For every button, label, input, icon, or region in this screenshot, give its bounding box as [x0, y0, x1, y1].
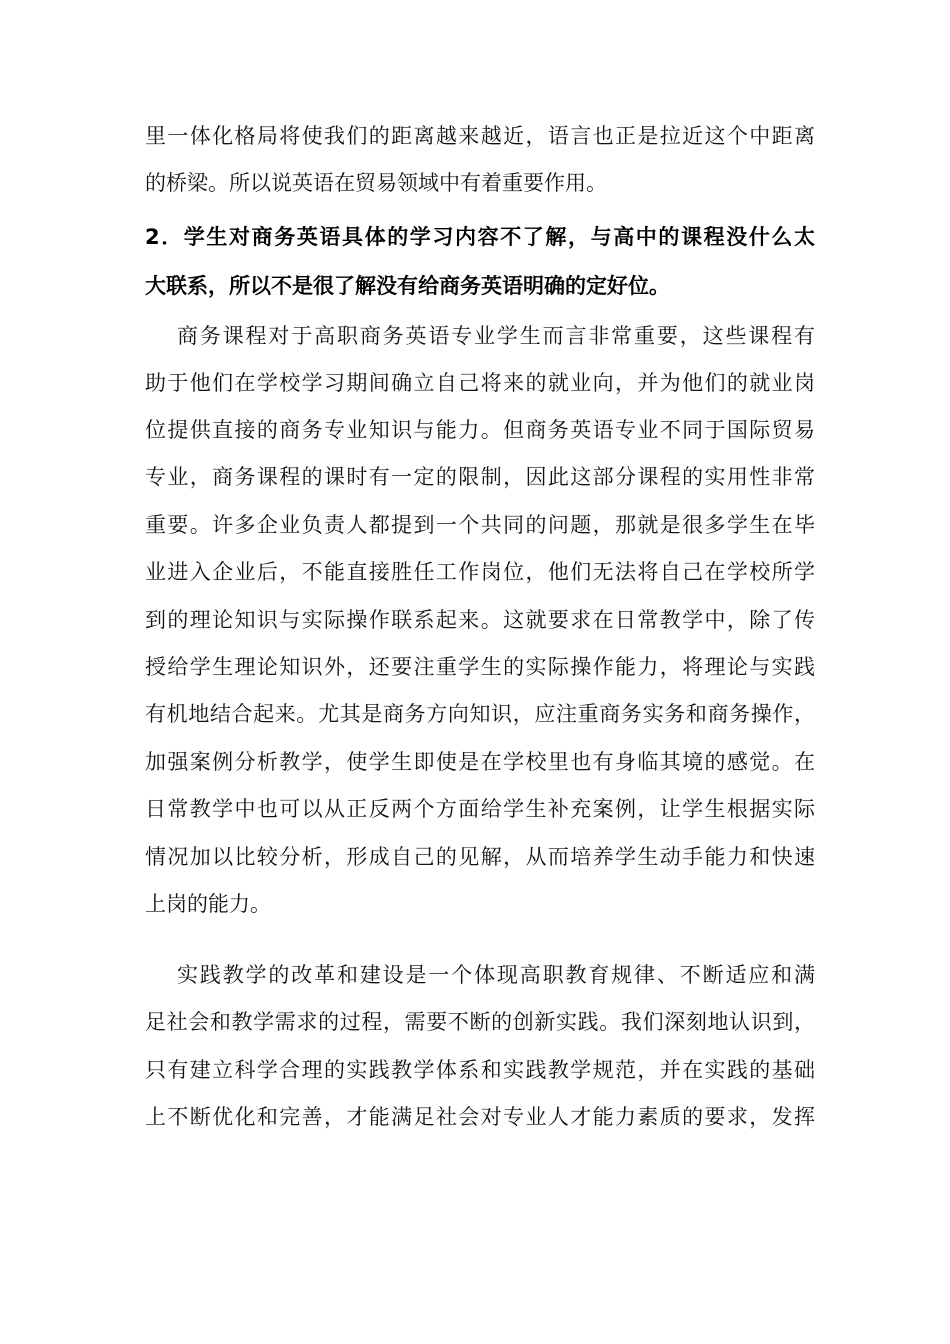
paragraph-line: 重要。许多企业负责人都提到一个共同的问题，那就是很多学生在毕 — [145, 513, 815, 537]
paragraph-line: 加强案例分析教学，使学生即使是在学校里也有身临其境的感觉。在 — [145, 750, 815, 774]
section-heading: 2．学生对商务英语具体的学习内容不了解，与高中的课程没什么太 — [145, 225, 815, 249]
paragraph-line: 有机地结合起来。尤其是商务方向知识，应注重商务实务和商务操作， — [145, 702, 815, 726]
paragraph-line: 的桥梁。所以说英语在贸易领域中有着重要作用。 — [145, 171, 607, 195]
paragraph-line: 到的理论知识与实际操作联系起来。这就要求在日常教学中，除了传 — [145, 608, 815, 632]
paragraph-line: 业进入企业后，不能直接胜任工作岗位，他们无法将自己在学校所学 — [145, 560, 815, 584]
paragraph-line: 只有建立科学合理的实践教学体系和实践教学规范，并在实践的基础 — [145, 1058, 815, 1082]
paragraph-line: 助于他们在学校学习期间确立自己将来的就业向，并为他们的就业岗 — [145, 371, 815, 395]
paragraph-line: 授给学生理论知识外，还要注重学生的实际操作能力，将理论与实践 — [145, 655, 815, 679]
paragraph-line: 日常教学中也可以从正反两个方面给学生补充案例，让学生根据实际 — [145, 797, 815, 821]
paragraph-line: 位提供直接的商务专业知识与能力。但商务英语专业不同于国际贸易 — [145, 418, 815, 442]
paragraph-line: 实践教学的改革和建设是一个体现高职教育规律、不断适应和满 — [177, 963, 815, 987]
paragraph-line: 里一体化格局将使我们的距离越来越近，语言也正是拉近这个中距离 — [145, 124, 815, 148]
section-heading: 大联系，所以不是很了解没有给商务英语明确的定好位。 — [145, 274, 670, 298]
paragraph-line: 足社会和教学需求的过程，需要不断的创新实践。我们深刻地认识到， — [145, 1010, 815, 1034]
paragraph-line: 商务课程对于高职商务英语专业学生而言非常重要，这些课程有 — [177, 324, 815, 348]
paragraph-line: 上岗的能力。 — [145, 892, 271, 916]
paragraph-line: 专业，商务课程的课时有一定的限制，因此这部分课程的实用性非常 — [145, 465, 815, 489]
paragraph-line: 上不断优化和完善，才能满足社会对专业人才能力素质的要求，发挥 — [145, 1105, 815, 1129]
paragraph-line: 情况加以比较分析，形成自己的见解，从而培养学生动手能力和快速 — [145, 845, 815, 869]
